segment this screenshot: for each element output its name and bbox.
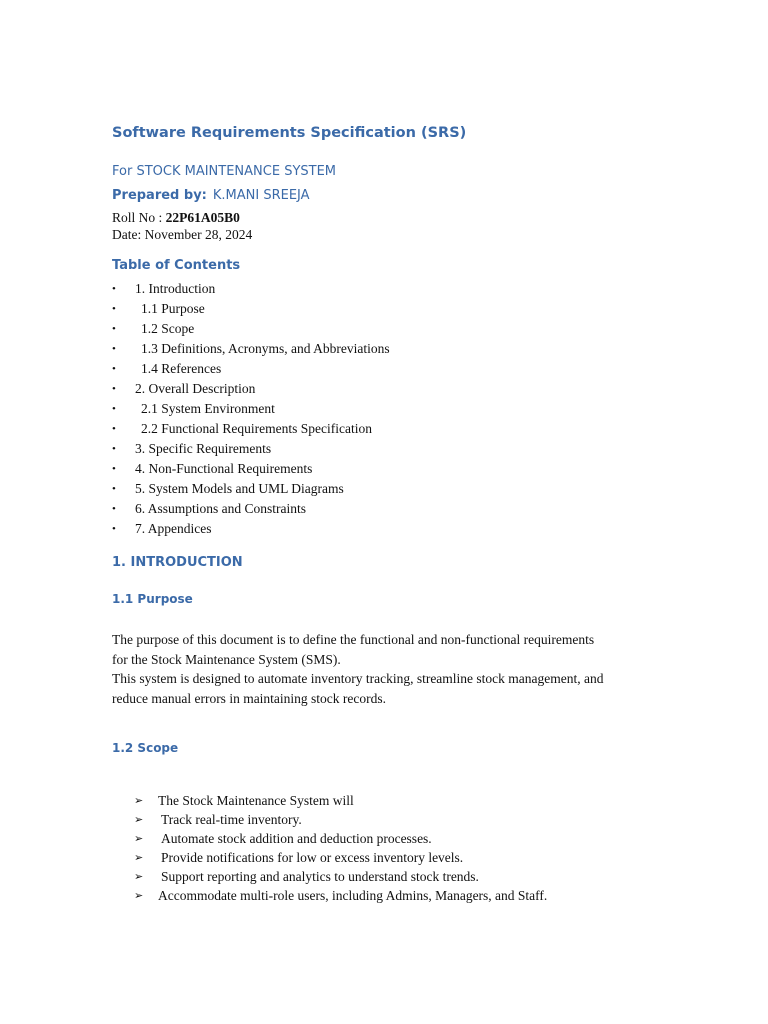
roll-number-value: 22P61A05B0 [165,210,240,225]
scope-list [134,793,547,907]
toc-item [112,521,390,541]
paragraph-line: for the Stock Maintenance System (SMS). [112,651,341,667]
toc-heading: Table of Contents [112,258,241,273]
scope-item-label: Automate stock addition and deduction processes. [161,831,432,846]
bullet-icon: • [112,483,116,495]
date-line: Date: November 28, 2024 [112,227,253,242]
toc-item-label: 7. Appendices [135,521,212,536]
toc-item-label: 1.3 Definitions, Acronyms, and Abbreviations [141,341,390,356]
bullet-icon: • [112,283,116,295]
arrow-bullet-icon: ➢ [134,890,144,902]
bullet-icon: • [112,403,116,415]
scope-item-label: The Stock Maintenance System will [158,793,354,808]
scope-item [134,869,547,888]
bullet-icon: • [112,343,116,355]
scope-item-label: Support reporting and analytics to understand stock trends. [161,869,479,884]
toc-item [112,501,390,521]
prepared-by-label: Prepared by: [112,188,207,203]
scope-item-label: Provide notifications for low or excess inventory levels. [161,850,464,865]
bullet-icon: • [112,363,116,375]
toc-item [112,341,390,361]
toc-item [112,321,390,341]
toc-item [112,401,390,421]
prepared-by-line [112,188,310,203]
toc-item [112,361,390,381]
scope-item [134,812,547,831]
toc-item [112,421,390,441]
bullet-icon: • [112,323,116,335]
toc-item [112,281,390,301]
arrow-bullet-icon: ➢ [134,871,144,883]
author-name: K.MANI SREEJA [212,188,310,203]
toc-item-label: 1. Introduction [135,281,216,296]
bullet-icon: • [112,463,116,475]
toc-item-label: 2.2 Functional Requirements Specification [141,421,372,436]
scope-item [134,850,547,869]
arrow-bullet-icon: ➢ [134,833,144,845]
paragraph-line: The purpose of this document is to define the functional and non-functional requirements [112,632,595,647]
arrow-bullet-icon: ➢ [134,852,144,864]
toc-item-label: 4. Non-Functional Requirements [135,461,313,476]
arrow-bullet-icon: ➢ [134,814,144,826]
scope-item [134,793,547,812]
toc-item-label: 1.2 Scope [141,321,195,336]
paragraph-line: This system is designed to automate inventory tracking, streamline stock management, and [112,671,604,686]
introduction-heading: 1. INTRODUCTION [112,555,243,570]
scope-item-label: Accommodate multi-role users, including Admins, Managers, and Staff. [158,888,548,903]
scope-item [134,888,547,907]
toc-item-label: 2. Overall Description [135,381,256,396]
toc-item-label: 6. Assumptions and Constraints [135,501,307,516]
bullet-icon: • [112,503,116,515]
purpose-heading: 1.1 Purpose [112,592,193,606]
bullet-icon: • [112,303,116,315]
toc-item-label: 5. System Models and UML Diagrams [135,481,344,496]
toc-item [112,461,390,481]
scope-heading: 1.2 Scope [112,741,179,755]
toc-item [112,441,390,461]
bullet-icon: • [112,523,116,535]
toc-item-label: 3. Specific Requirements [135,441,272,456]
document-title: Software Requirements Specification (SRS) [112,125,467,141]
toc-item [112,481,390,501]
roll-number-line [112,210,240,226]
bullet-icon: • [112,383,116,395]
bullet-icon: • [112,443,116,455]
bullet-icon: • [112,423,116,435]
toc-item-label: 1.1 Purpose [141,301,205,316]
roll-number-label: Roll No : [112,210,166,225]
toc-item-label: 2.1 System Environment [141,401,275,416]
toc-item [112,381,390,401]
paragraph-line: reduce manual errors in maintaining stock records. [112,690,387,706]
project-subtitle: For STOCK MAINTENANCE SYSTEM [112,164,337,179]
arrow-bullet-icon: ➢ [134,795,144,807]
table-of-contents [112,281,390,541]
scope-item-label: Track real-time inventory. [161,812,302,827]
scope-item [134,831,547,850]
toc-item-label: 1.4 References [141,361,222,376]
purpose-paragraph [112,630,672,708]
toc-item [112,301,390,321]
